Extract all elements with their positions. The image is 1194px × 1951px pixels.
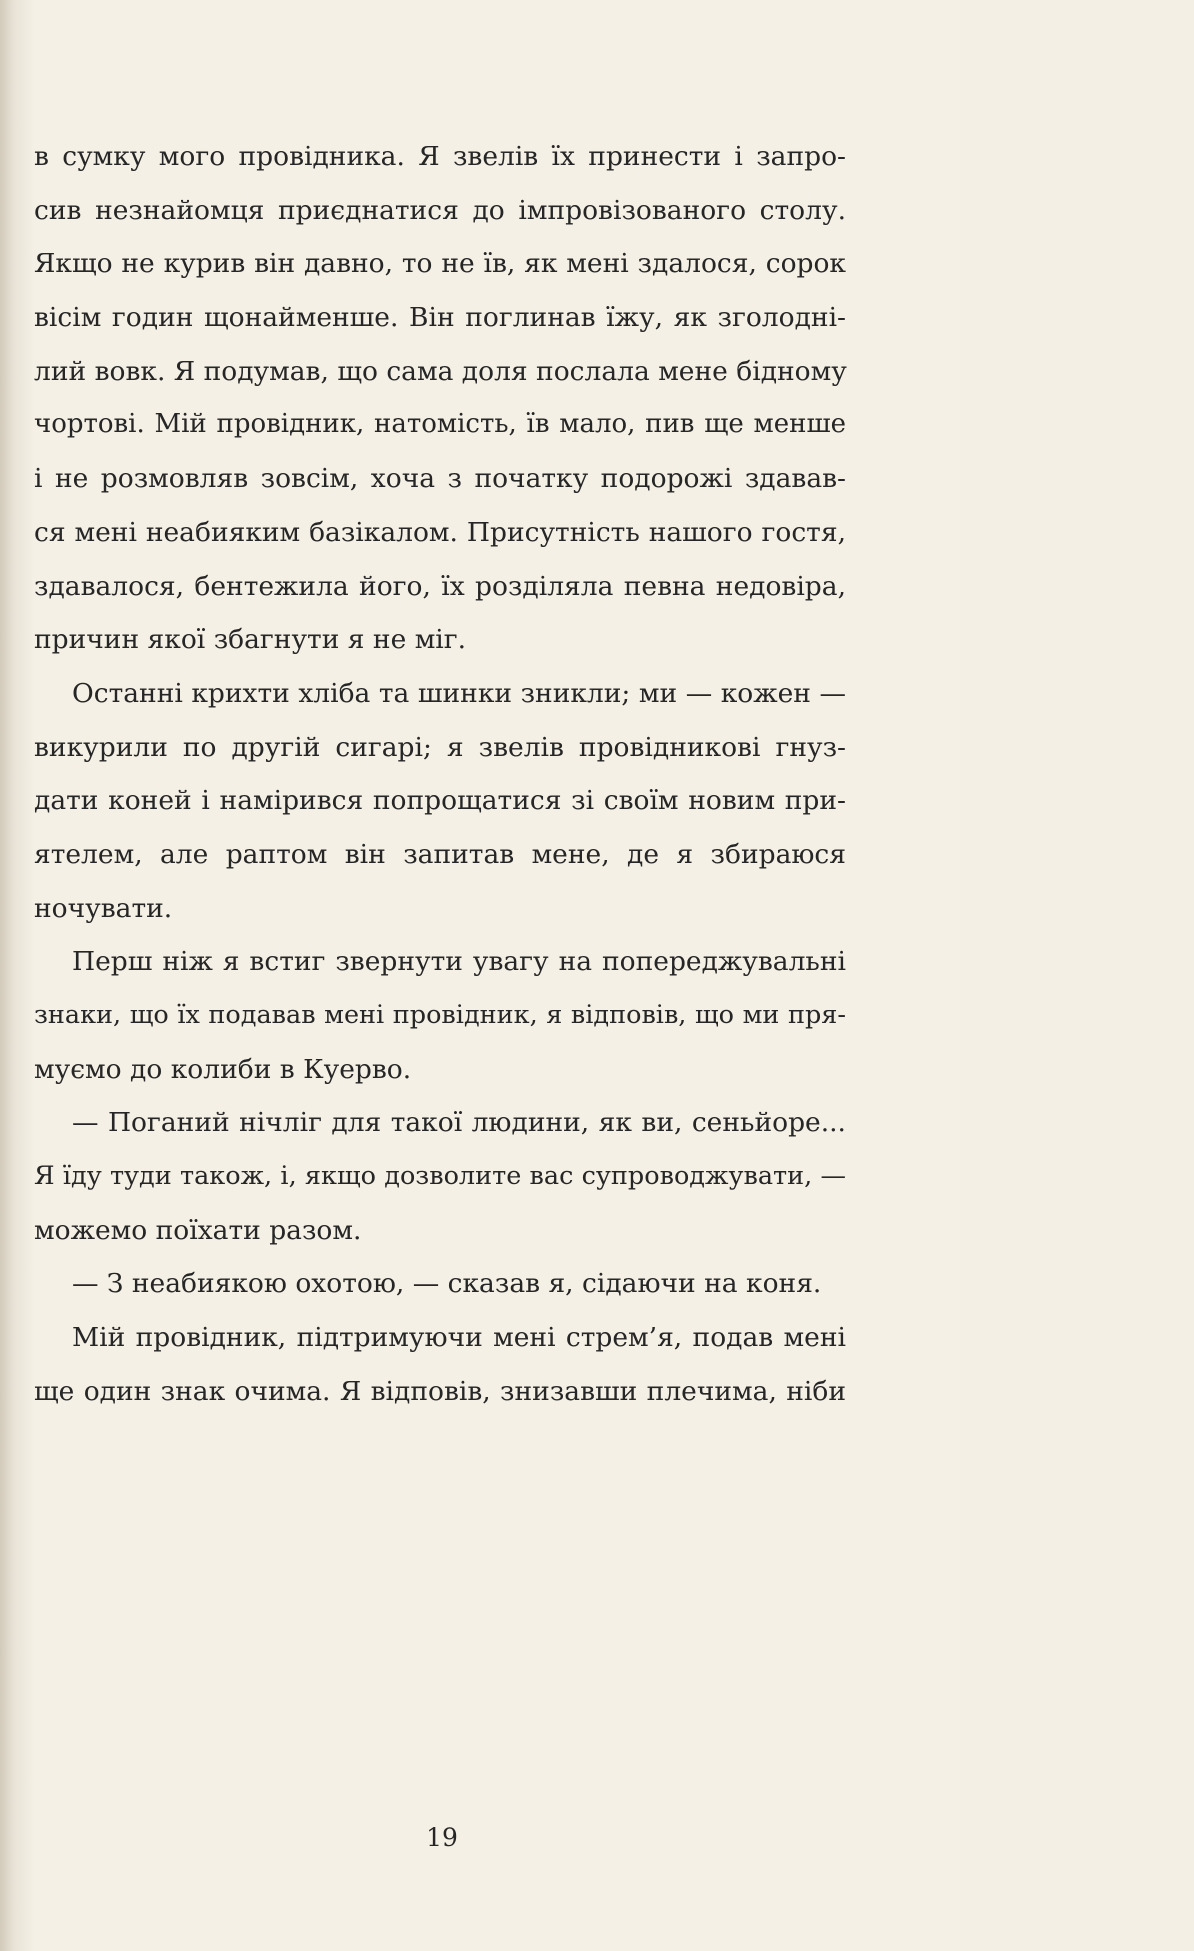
text-line: Якщо не курив він давно, то не їв, як мені здалося, сорок: [34, 248, 846, 280]
text-line: ся мені неабияким базікалом. Присутність нашого гостя,: [34, 516, 846, 548]
text-line: ночувати.: [34, 892, 173, 924]
text-line: чортові. Мій провідник, натомість, їв мало, пив ще менше: [34, 409, 846, 440]
body-text: [34, 130, 846, 1419]
text-line: муємо до колиби в Куерво.: [34, 1053, 412, 1085]
text-line: в сумку мого провідника. Я звелів їх принести і запро-: [34, 141, 846, 172]
text-line: здавалося, бентежила його, їх розділяла певна недовіра,: [34, 570, 846, 602]
text-line: — Поганий нічліг для такої людини, як ви, сеньйоре...: [72, 1107, 846, 1139]
text-line: дати коней і намірився попрощатися зі своїм новим при-: [34, 785, 846, 817]
page-number: 19: [426, 1823, 458, 1852]
text-line: ще один знак очима. Я відповів, знизавши плечима, ніби: [34, 1375, 846, 1407]
text-line: Останні крихти хліба та шинки зникли; ми — кожен —: [72, 677, 846, 709]
text-line: причин якої збагнути я не міг.: [34, 624, 467, 656]
text-line: лий вовк. Я подумав, що сама доля послала мене бідному: [34, 355, 847, 387]
text-line: викурили по другій сигарі; я звелів провідникові гнуз-: [34, 731, 846, 763]
text-line: вісім годин щонайменше. Він поглинав їжу, як зголодні-: [34, 302, 846, 334]
text-line: ятелем, але раптом він запитав мене, де я збираюся: [34, 838, 846, 870]
text-line: — З неабиякою охотою, — сказав я, сідаючи на коня.: [72, 1268, 822, 1300]
text-line: сив незнайомця приєднатися до імпровізованого столу.: [34, 194, 846, 226]
text-line: і не розмовляв зовсім, хоча з початку подорожі здавав-: [34, 463, 846, 495]
text-line: можемо поїхати разом.: [34, 1214, 362, 1246]
text-line: Я їду туди також, і, якщо дозволите вас супроводжувати, —: [34, 1161, 846, 1192]
text-line: Мій провідник, підтримуючи мені стрем’я, подав мені: [72, 1322, 846, 1354]
text-line: Перш ніж я встиг звернути увагу на попереджувальні: [72, 946, 846, 978]
text-line: знаки, що їх подавав мені провідник, я відповів, що ми пря-: [34, 1000, 846, 1030]
